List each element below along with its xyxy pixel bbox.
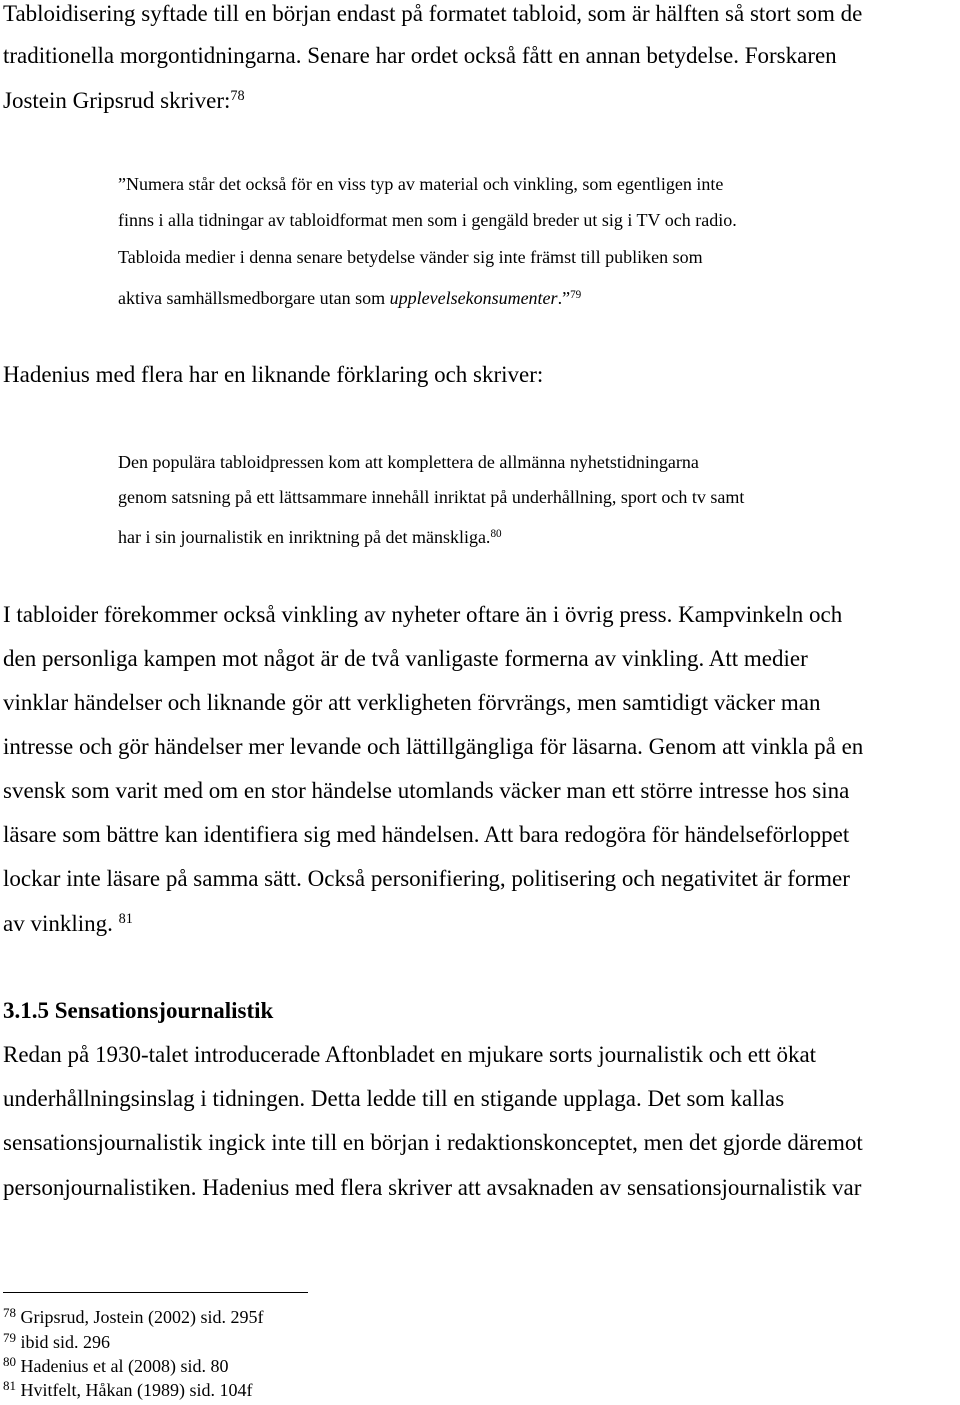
para3-line-6: läsare som bättre kan identifiera sig med händelsen. Att bara redogöra för händelseförloppet	[3, 822, 850, 847]
footnote-81-number: 81	[3, 1378, 16, 1393]
section-line-1: Redan på 1930-talet introducerade Aftonbladet en mjukare sorts journalistik och ett ökat	[3, 1042, 817, 1067]
para3-line-7: lockar inte läsare på samma sätt. Också personifiering, politisering och negativitet är former	[3, 866, 850, 891]
footnote-78-number: 78	[3, 1305, 16, 1320]
footnote-80-text: Hadenius et al (2008) sid. 80	[20, 1356, 229, 1376]
intro-line-3-text: Jostein Gripsrud skriver:	[3, 88, 231, 113]
section-heading: 3.1.5 Sensationsjournalistik	[3, 998, 274, 1023]
quote2-line-3	[118, 525, 502, 549]
footnote-78	[3, 1306, 263, 1328]
quote2-line-2: genom satsning på ett lättsammare innehåll inriktat på underhållning, sport och tv samt	[118, 487, 745, 507]
quote1-line-4	[118, 286, 581, 310]
footnote-80	[3, 1355, 228, 1377]
section-line-2: underhållningsinslag i tidningen. Detta ledde till en stigande upplaga. Det som kallas	[3, 1086, 785, 1111]
footnote-separator	[3, 1292, 308, 1293]
quote1-line-3: Tabloida medier i denna senare betydelse vänder sig inte främst till publiken som	[118, 247, 703, 267]
footnote-ref-81: 81	[118, 911, 133, 928]
quote1-italic-term: upplevelsekonsumenter	[389, 288, 558, 308]
footnote-79-text: ibid sid. 296	[20, 1332, 111, 1352]
intro-line-3	[3, 87, 245, 115]
footnote-81	[3, 1379, 252, 1401]
para3-line-8-text: av vinkling.	[3, 911, 113, 936]
footnote-ref-79: 79	[570, 288, 582, 301]
quote2-line-1: Den populära tabloidpressen kom att komplettera de allmänna nyhetstidningarna	[118, 452, 699, 472]
footnote-78-text: Gripsrud, Jostein (2002) sid. 295f	[20, 1307, 264, 1327]
para3-line-1: I tabloider förekommer också vinkling av nyheter oftare än i övrig press. Kampvinkeln och	[3, 602, 843, 627]
para3-line-8	[3, 910, 133, 938]
quote1-line-4-post: .”	[557, 288, 571, 308]
intro-line-1: Tabloidisering syftade till en början endast på formatet tabloid, som är hälften så stort som de	[3, 1, 863, 26]
intro-line-2: traditionella morgontidningarna. Senare har ordet också fått en annan betydelse. Forskaren	[3, 43, 837, 68]
lead2-line: Hadenius med flera har en liknande förklaring och skriver:	[3, 362, 544, 387]
footnote-ref-80: 80	[490, 527, 502, 540]
footnote-ref-78: 78	[230, 88, 245, 105]
quote1-line-1: ”Numera står det också för en viss typ av material och vinkling, som egentligen inte	[118, 174, 724, 194]
quote1-line-4-pre: aktiva samhällsmedborgare utan som	[118, 288, 390, 308]
para3-line-3: vinklar händelser och liknande gör att verkligheten förvrängs, men samtidigt väcker man	[3, 690, 821, 715]
footnote-79	[3, 1331, 110, 1353]
quote1-line-2: finns i alla tidningar av tabloidformat men som i gengäld breder ut sig i TV och radio.	[118, 210, 737, 230]
footnote-81-text: Hvitfelt, Håkan (1989) sid. 104f	[20, 1380, 253, 1400]
footnote-80-number: 80	[3, 1354, 16, 1369]
quote2-line-3-text: har i sin journalistik en inriktning på det mänskliga.	[118, 527, 491, 547]
footnote-79-number: 79	[3, 1330, 16, 1345]
para3-line-5: svensk som varit med om en stor händelse utomlands väcker man ett större intresse hos sina	[3, 778, 850, 803]
para3-line-2: den personliga kampen mot något är de två vanligaste formerna av vinkling. Att medier	[3, 646, 808, 671]
section-line-3: sensationsjournalistik ingick inte till en början i redaktionskonceptet, men det gjorde däremot	[3, 1130, 863, 1155]
section-line-4: personjournalistiken. Hadenius med flera skriver att avsaknaden av sensationsjournalistik var	[3, 1175, 862, 1200]
para3-line-4: intresse och gör händelser mer levande och lättillgängliga för läsarna. Genom att vinkla på en	[3, 734, 864, 759]
